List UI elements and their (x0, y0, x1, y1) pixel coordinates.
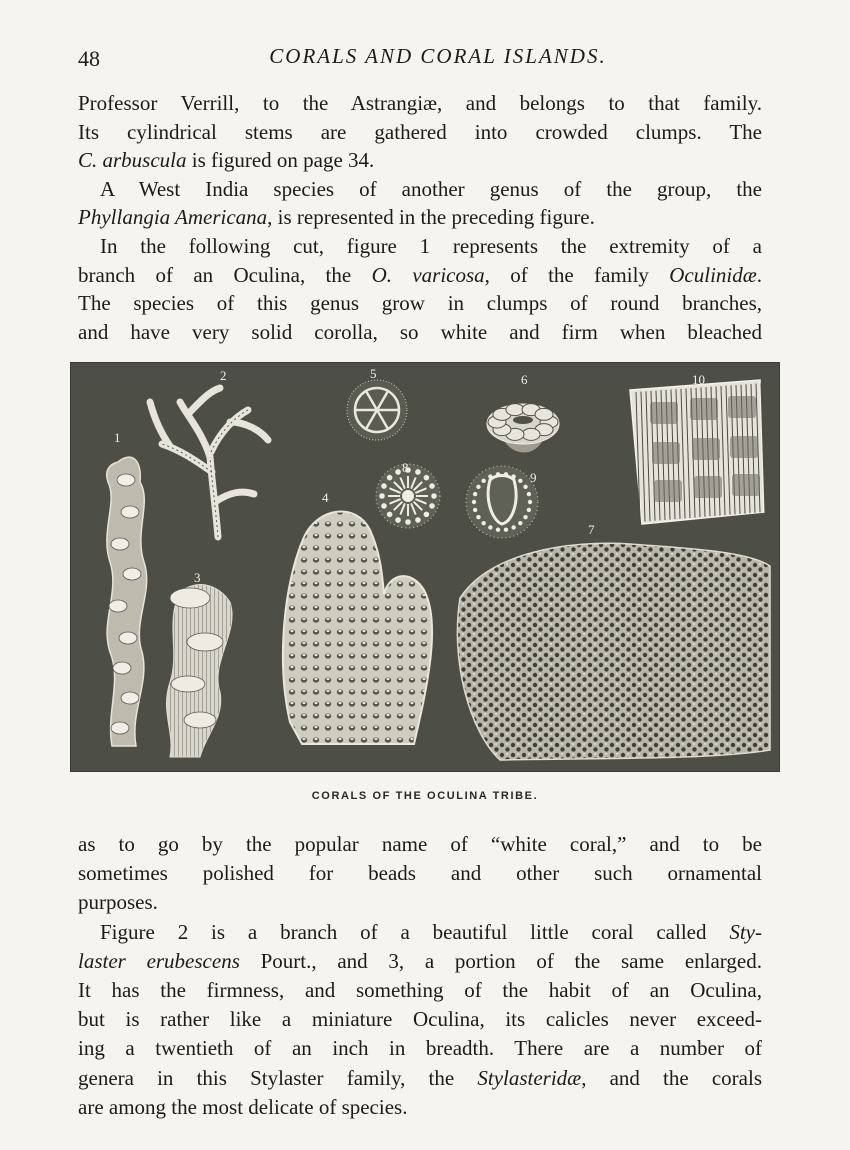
text-line (78, 1064, 762, 1093)
ring-dot (527, 492, 531, 496)
cell-mark (730, 436, 758, 458)
ring-dot (488, 525, 492, 529)
figure-caption: CORALS OF THE OCULINA TRIBE. (311, 790, 539, 802)
petal-mark (522, 428, 540, 440)
calice-mark (111, 722, 129, 734)
coral-figure-6 (487, 404, 559, 453)
coral-figure-4 (283, 512, 432, 744)
text-line (78, 289, 762, 318)
coral-figure-10 (630, 380, 765, 524)
cell-mark (690, 398, 718, 420)
calice-mark (113, 662, 131, 674)
ray-dot (416, 518, 420, 522)
text-line (78, 888, 762, 917)
petal-mark (506, 404, 524, 416)
cell-mark (728, 396, 756, 418)
ray-dot (416, 470, 420, 474)
cell-mark (692, 438, 720, 460)
ring-dot (496, 472, 500, 476)
engraving-plate (70, 362, 780, 772)
cell-mark (732, 474, 760, 496)
calice-mark (121, 692, 139, 704)
figure-number-label: 6 (521, 372, 528, 387)
calice-mark (121, 506, 139, 518)
text-run: , of the family (484, 262, 670, 287)
ring-dot (528, 500, 532, 504)
ring-dot (473, 492, 477, 496)
text-line (78, 976, 762, 1005)
text-line (78, 146, 762, 175)
text-line (78, 89, 762, 118)
figure-number-label: 3 (194, 570, 201, 585)
cell-mark (694, 476, 722, 498)
text-block-bottom (78, 830, 762, 1122)
italic-term: laster erubescens (78, 948, 240, 973)
coral-figure-9 (466, 466, 538, 538)
ring-dot (472, 500, 476, 504)
figure-number-label: 8 (402, 460, 409, 475)
ray-dot (380, 494, 384, 498)
ring-dot (481, 479, 485, 483)
running-head (78, 40, 778, 76)
figure-number-label: 4 (322, 490, 329, 505)
text-run: but is rather like a miniature Oculina, its calicles never exceed- (78, 1007, 762, 1032)
coral-figure-7 (457, 543, 770, 760)
ray-dot (430, 504, 434, 508)
italic-term: Phyllangia Americana (78, 205, 268, 230)
ray-dot (425, 476, 429, 480)
ring-dot (504, 528, 508, 532)
ring-dot (523, 515, 527, 519)
text-run: Figure 2 is a branch of a beautiful little coral called (100, 919, 730, 944)
italic-term: Sty- (729, 919, 762, 944)
ray-dot (432, 494, 436, 498)
text-run: The species of this genus grow in clumps of round branches, (78, 291, 762, 316)
text-run: sometimes polished for beads and other such ornamental (78, 861, 762, 886)
coral-figure-3 (166, 585, 232, 757)
ray-dot (430, 484, 434, 488)
coral-figure-1 (107, 457, 147, 746)
ray-dot (388, 513, 392, 517)
ring-dot (476, 515, 480, 519)
ray-dot (382, 504, 386, 508)
text-line (78, 830, 762, 859)
italic-term: Stylasteridæ (477, 1065, 582, 1090)
text-line (78, 261, 762, 290)
ray-dot (406, 520, 410, 524)
ray-dot (425, 513, 429, 517)
ray-dot (382, 484, 386, 488)
cell-mark (650, 402, 678, 424)
petal-mark (535, 408, 553, 420)
ring-dot (496, 528, 500, 532)
calice-mark (119, 632, 137, 644)
text-line (78, 947, 762, 976)
text-run: is figured on page 34. (186, 148, 375, 173)
ring-dot (523, 485, 527, 489)
calice-mark (109, 600, 127, 612)
text-run: purposes. (78, 890, 158, 915)
ring-dot (488, 474, 492, 478)
text-run: as to go by the popular name of “white coral,” and to be (78, 832, 762, 856)
coral-figure-2-texture (162, 410, 248, 537)
text-line (78, 1093, 762, 1122)
running-title: CORALS AND CORAL ISLANDS. (269, 44, 607, 68)
text-run: genera in this Stylaster family, the (78, 1065, 478, 1090)
text-line (78, 918, 762, 947)
text-line (78, 1005, 762, 1034)
ray-dot (396, 518, 400, 522)
text-run: branch of an Oculina, the (78, 262, 372, 287)
text-run: . (756, 262, 762, 287)
calice-mark (111, 538, 129, 550)
text-run: A West India species of another genus of the group, the (100, 176, 762, 201)
ray-dot (388, 476, 392, 480)
figure-number-label: 10 (692, 372, 705, 387)
coral-figure-5 (347, 380, 407, 440)
text-run: It has the firmness, and something of the habit of an Oculina, (78, 977, 762, 1002)
text-line (78, 1034, 762, 1063)
calice-mark (117, 474, 135, 486)
figure-number-label: 1 (114, 430, 121, 445)
text-run: are among the most delicate of species. (78, 1094, 408, 1119)
text-line (78, 232, 762, 261)
text-run: Pourt., and 3, a portion of the same enlarged. (239, 948, 762, 973)
ring-dot (476, 485, 480, 489)
text-run: Its cylindrical stems are gathered into crowded clumps. The (78, 119, 762, 144)
italic-term: O. varicosa (371, 262, 485, 287)
cell-mark (654, 480, 682, 502)
italic-term: Oculinidæ (669, 262, 757, 287)
figure-number-label: 2 (220, 368, 227, 383)
coral-illustration (70, 362, 780, 772)
ring-dot (527, 508, 531, 512)
text-run: , and the corals (581, 1065, 763, 1090)
calice-mark (123, 568, 141, 580)
figure-number-label: 5 (370, 366, 377, 381)
ring-dot (481, 521, 485, 525)
figure-number-label: 7 (588, 522, 595, 537)
text-run: ing a twentieth of an inch in breadth. There are a number of (78, 1036, 762, 1061)
text-run: In the following cut, figure 1 represents the extremity of a (100, 233, 762, 258)
text-run: Professor Verrill, to the Astrangiæ, and belongs to that family. (78, 91, 762, 115)
cell-mark (652, 442, 680, 464)
text-run: , is represented in the preceding figure. (267, 205, 595, 230)
coral-figure-2 (150, 388, 268, 537)
text-line (78, 859, 762, 888)
ring-dot (504, 472, 508, 476)
text-line (78, 175, 762, 204)
ring-dot (473, 508, 477, 512)
ring-dot (518, 521, 522, 525)
text-run: and have very solid corolla, so white and firm when bleached (78, 319, 762, 344)
italic-term: C. arbuscula (78, 148, 187, 173)
ring-dot (511, 474, 515, 478)
text-block-top (78, 89, 762, 346)
text-line (78, 118, 762, 147)
page-number: 48 (78, 46, 100, 71)
ring-dot (518, 479, 522, 483)
ring-dot (511, 525, 515, 529)
text-line (78, 318, 762, 347)
ray-dot (396, 470, 400, 474)
figure-number-label: 9 (530, 470, 537, 485)
text-line (78, 203, 762, 232)
